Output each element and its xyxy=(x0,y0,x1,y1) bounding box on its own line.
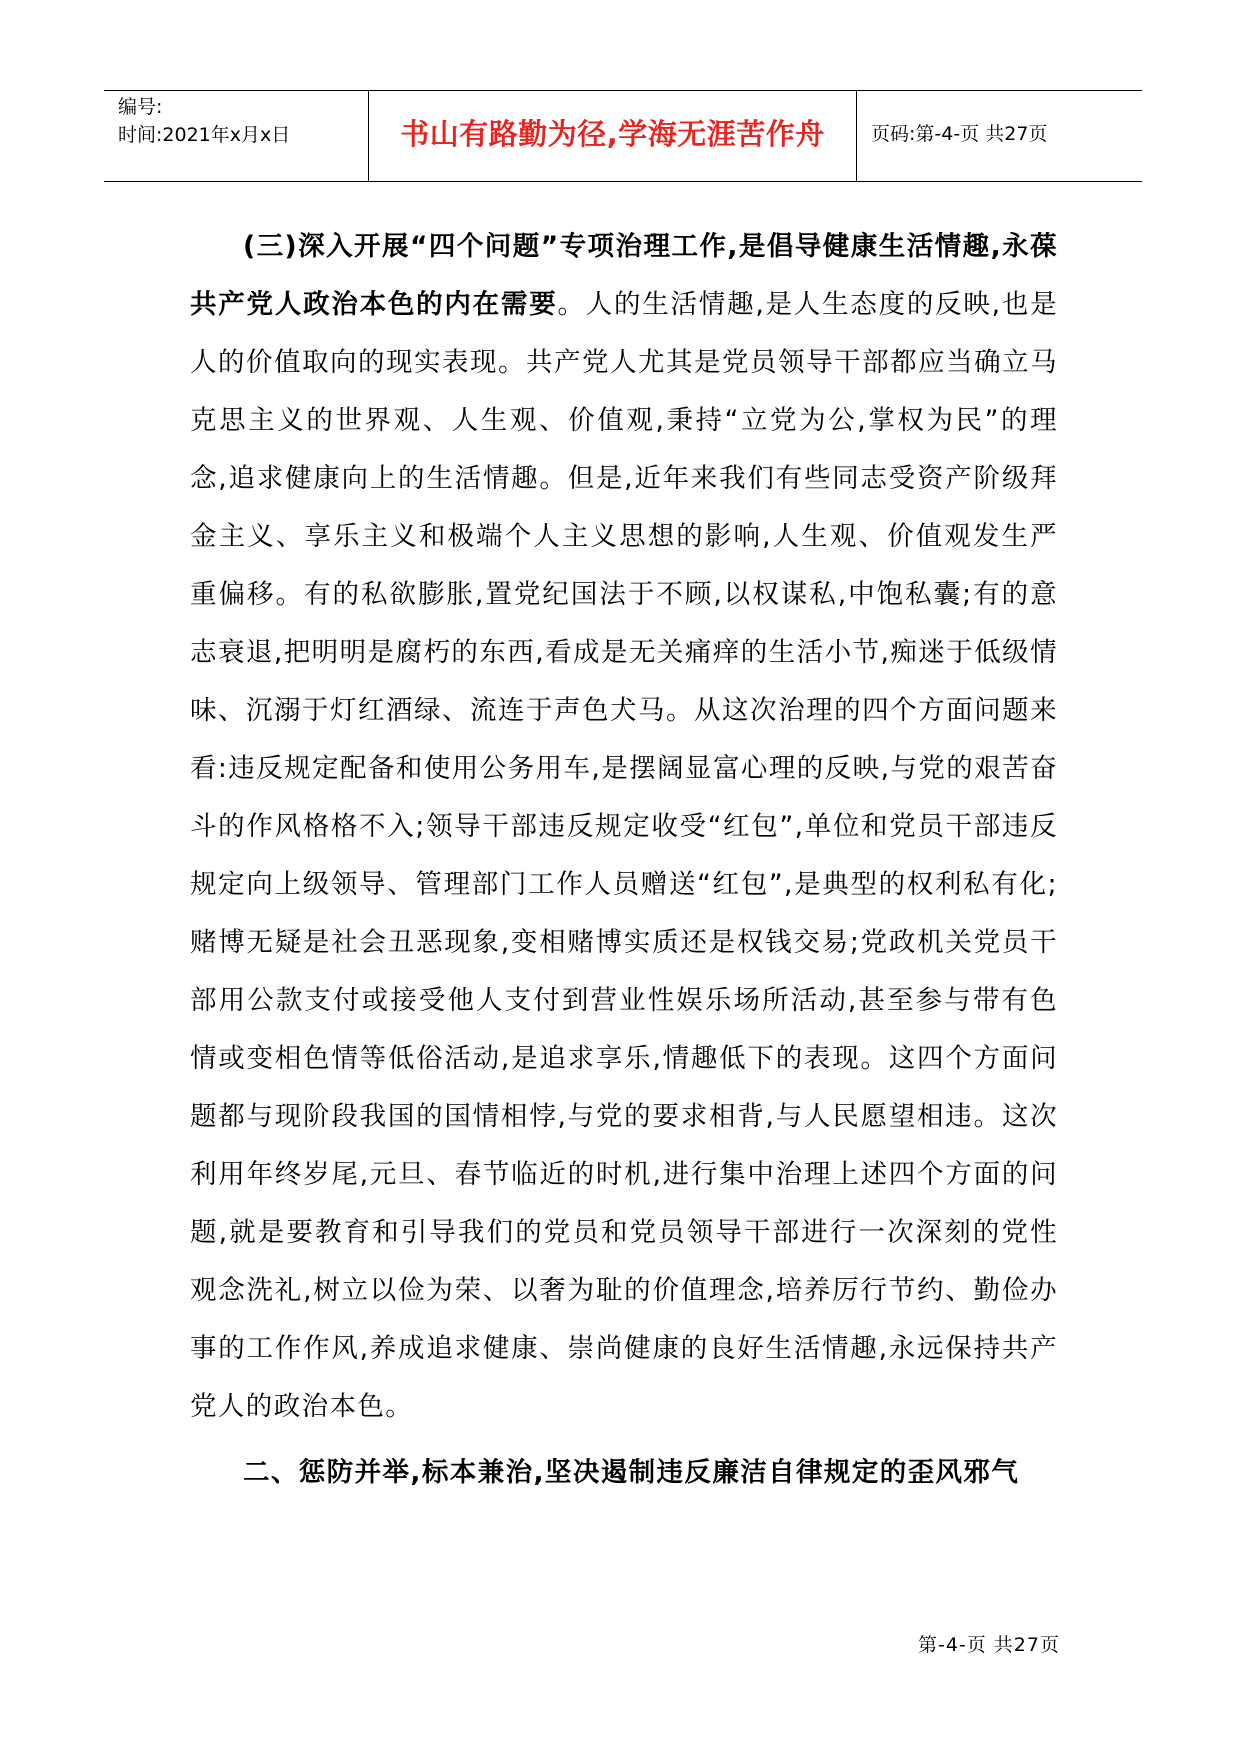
paragraph-three-text: 。人的生活情趣,是人生态度的反映,也是人的价值取向的现实表现。共产党人尤其是党员领导干部都应当确立马克思主义的世界观、人生观、价值观,秉持“立党为公,掌权为民”的理念,追求健康向上的生活情趣。但是,近年来我们有些同志受资产阶级拜金主义、享乐主义和极端个人主义思想的影响,人生观、价值观发生严重偏移。有的私欲膨胀,置党纪国法于不顾,以权谋私,中饱私囊;有的意志衰退,把明明是腐朽的东西,看成是无关痛痒的生活小节,痴迷于低级情味、沉溺于灯红酒绿、流连于声色犬马。从这次治理的四个方面问题来看:违反规定配备和使用公务用车,是摆阔显富心理的反映,与党的艰苦奋斗的作风格格不入;领导干部违反规定收受“红包”,单位和党员干部违反规定向上级领导、管理部门工作人员赠送“红包”,是典型的权利私有化;赌博无疑是社会丑恶现象,变相赌博实质还是权钱交易;党政机关党员干部用公款支付或接受他人支付到营业性娱乐场所活动,甚至参与带有色情或变相色情等低俗活动,是追求享乐,情趣低下的表现。这四个方面问题都与现阶段我国的国情相悖,与党的要求相背,与人民愿望相违。这次利用年终岁尾,元旦、春节临近的时机,进行集中治理上述四个方面的问题,就是要教育和引导我们的党员和党员领导干部进行一次深刻的党性观念洗礼,树立以俭为荣、以奢为耻的价值理念,培养厉行节约、勤俭办事的工作作风,养成追求健康、崇尚健康的良好生活情趣,永远保持共产党人的政治本色。 xyxy=(190,289,1059,1422)
document-body xyxy=(190,218,1058,1502)
section-two-title: 二、惩防并举,标本兼治,坚决遏制违反廉洁自律规定的歪风邪气 xyxy=(243,1457,1020,1488)
header-table xyxy=(104,90,1142,182)
header-page-info: 页码:第-4-页 共27页 xyxy=(871,122,1048,145)
header-motto-cell xyxy=(369,91,857,181)
header-meta-cell xyxy=(104,91,369,181)
document-time-label: 时间:2021年x月x日 xyxy=(118,124,291,146)
document-number-label: 编号: xyxy=(118,96,163,118)
header-motto: 书山有路勤为径,学海无涯苦作舟 xyxy=(400,116,825,151)
header-page-cell xyxy=(857,91,1142,181)
page-footer: 第-4-页 共27页 xyxy=(917,1634,1060,1656)
paragraph-three xyxy=(190,218,1058,1436)
paragraph-three-heading: (三)深入开展“四个问题”专项治理工作,是倡导健康生活情趣,永葆共产党人政治本色的内在需要 xyxy=(190,231,1058,320)
